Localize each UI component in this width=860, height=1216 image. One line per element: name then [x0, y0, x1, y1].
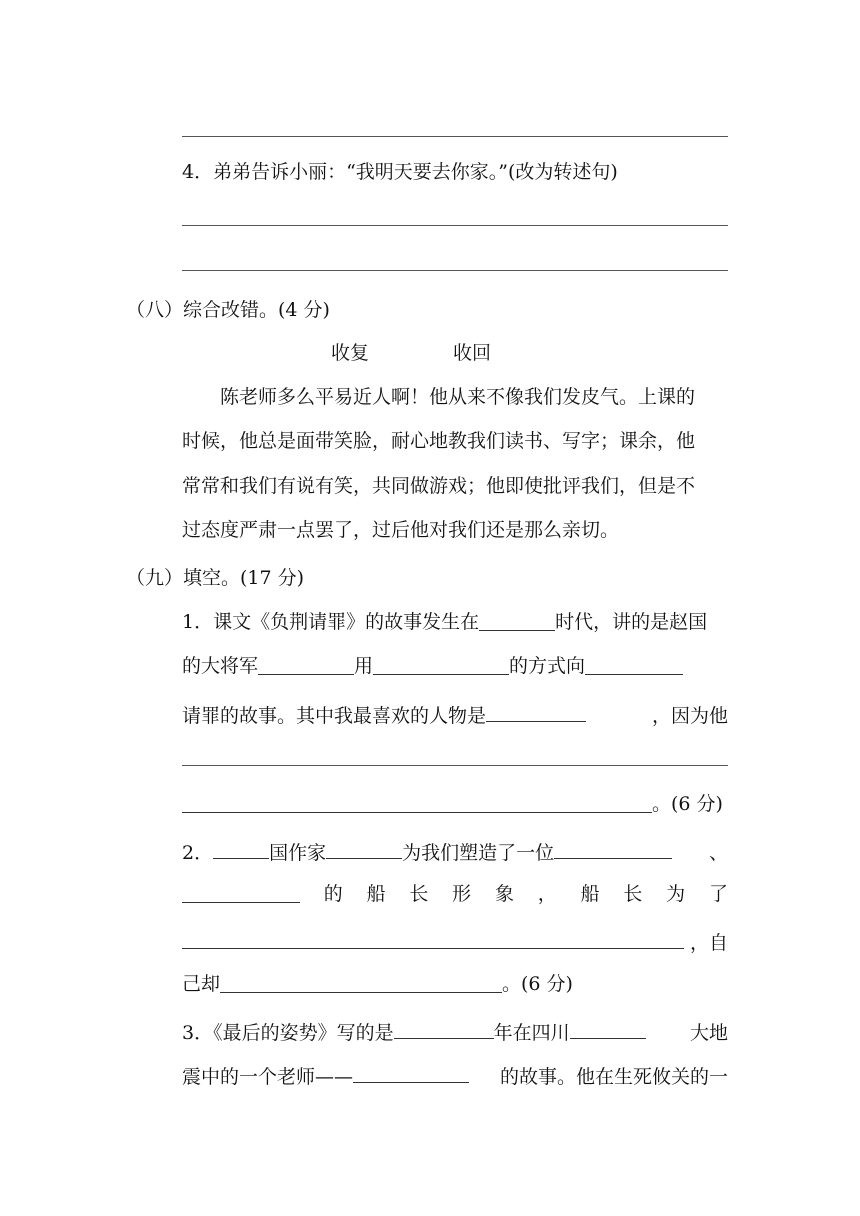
question-9-1-line5: [182, 792, 723, 816]
correction-mark-1: 收复: [331, 342, 370, 364]
paragraph-line: 常常和我们有说有笑，共同做游戏；他即使批评我们，但是不: [182, 475, 696, 497]
blank[interactable]: [554, 838, 672, 859]
question-char: ，: [537, 883, 557, 905]
blank[interactable]: [326, 838, 402, 859]
question-text: 的故事。他在生死攸关的一: [499, 1066, 728, 1088]
question-char: 船: [580, 883, 600, 905]
section-8-title: （八）综合改错。(4 分): [126, 299, 330, 321]
answer-line: [182, 270, 728, 271]
question-9-2-line4: [182, 972, 573, 996]
question-text: ，因为他: [651, 705, 728, 727]
question-9-3-line1: [182, 1018, 728, 1045]
blank[interactable]: [486, 701, 586, 722]
question-text: 请罪的故事。其中我最喜欢的人物是: [182, 705, 487, 727]
question-text: 年在四川: [493, 1022, 570, 1044]
question-text: 3．《最后的姿势》写的是: [182, 1022, 394, 1044]
blank[interactable]: [258, 654, 354, 675]
question-char: 为: [666, 883, 686, 905]
question-7-4: 4．弟弟告诉小丽：“我明天要去你家。”(改为转述句): [182, 161, 618, 183]
question-text: ，自: [689, 932, 728, 954]
correction-mark-2: 收回: [453, 342, 492, 364]
blank[interactable]: [373, 654, 509, 675]
question-char: 象: [494, 883, 514, 905]
paragraph-line: 陈老师多么平易近人啊！他从来不像我们发皮气。上课的: [220, 386, 696, 408]
question-char: 长: [623, 883, 643, 905]
question-text: 用: [354, 655, 374, 677]
question-char: 的: [323, 883, 343, 905]
answer-line[interactable]: [182, 765, 728, 766]
blank[interactable]: [220, 972, 502, 993]
blank[interactable]: [182, 882, 300, 903]
question-9-1-line1: [182, 610, 707, 634]
question-text: 1．课文《负荆请罪》的故事发生在: [182, 611, 480, 633]
answer-line: [182, 225, 728, 226]
question-text: 、: [708, 842, 728, 864]
question-text: 震中的一个老师——: [182, 1066, 354, 1088]
question-char: 长: [409, 883, 429, 905]
question-text: 大地: [689, 1022, 728, 1044]
question-text: 时代，讲的是赵国: [555, 611, 708, 633]
paragraph-line: 时候，他总是面带笑脸，耐心地教我们读书、写字；课余，他: [182, 430, 696, 452]
question-char: 形: [452, 883, 472, 905]
question-text: 为我们塑造了一位: [402, 842, 555, 864]
question-9-1-line3: [182, 701, 728, 728]
blank[interactable]: [570, 1018, 646, 1039]
blank[interactable]: [182, 928, 684, 949]
question-text: 己却: [182, 973, 221, 995]
blank[interactable]: [213, 838, 269, 859]
question-text: 。(6 分): [652, 793, 723, 815]
section-9-title: （九）填空。(17 分): [126, 567, 305, 589]
question-text: 的方式向: [509, 655, 586, 677]
question-9-2-line2: [182, 882, 728, 906]
question-9-3-line2: [182, 1062, 728, 1089]
question-char: 船: [366, 883, 386, 905]
blank[interactable]: [182, 792, 652, 813]
blank[interactable]: [394, 1018, 494, 1039]
paragraph-line: 过态度严肃一点罢了，过后他对我们还是那么亲切。: [182, 519, 620, 541]
question-9-2-line1: [182, 838, 728, 865]
blank[interactable]: [585, 654, 683, 675]
question-9-1-line2: [182, 654, 683, 678]
blank[interactable]: [353, 1062, 469, 1083]
question-char: 了: [708, 883, 728, 905]
question-text: 2．: [182, 842, 214, 864]
question-text: 。(6 分): [502, 973, 573, 995]
question-text: 的大将军: [182, 655, 259, 677]
blank[interactable]: [479, 610, 555, 631]
question-text: 国作家: [269, 842, 327, 864]
question-9-2-line3: [182, 928, 728, 955]
answer-line: [182, 136, 728, 137]
